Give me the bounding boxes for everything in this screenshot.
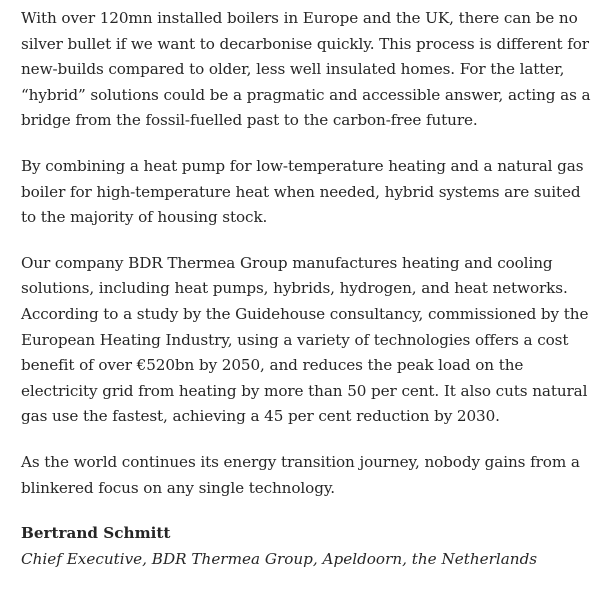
paragraph-1: With over 120mn installed boilers in Europe and the UK, there can be no silver bullet if we want to decarbonise quickly. This process is different for new-builds compared to older, less well insulated homes. For the latter, “hybrid” solutions could be a pragmatic and accessible answer, acting as a bridge from the fossil-fuelled past to the carbon-free future. bbox=[21, 9, 591, 130]
author-signature bbox=[21, 521, 592, 572]
paragraph-2: By combining a heat pump for low-temperature heating and a natural gas boiler for high-temperature heat when needed, hybrid systems are suited to the majority of housing stock. bbox=[21, 156, 584, 227]
author-name: Bertrand Schmitt bbox=[21, 524, 171, 543]
paragraph-3: Our company BDR Thermea Group manufactures heating and cooling solutions, including heat pumps, hybrids, hydrogen, and heat networks. According to a study by the Guidehouse consultancy, commissioned by the European Heating Industry, using a variety of technologies offers a cost benefit of over €520bn by 2050, and reduces the peak load on the electricity grid from heating by more than 50 per cent. It also cuts natural gas use the fastest, achieving a 45 per cent reduction by 2030. bbox=[21, 253, 589, 426]
author-role: Chief Executive, BDR Thermea Group, Apeldoorn, the Netherlands bbox=[21, 549, 538, 568]
paragraph-4: As the world continues its energy transition journey, nobody gains from a blinkered focus on any single technology. bbox=[21, 452, 580, 497]
